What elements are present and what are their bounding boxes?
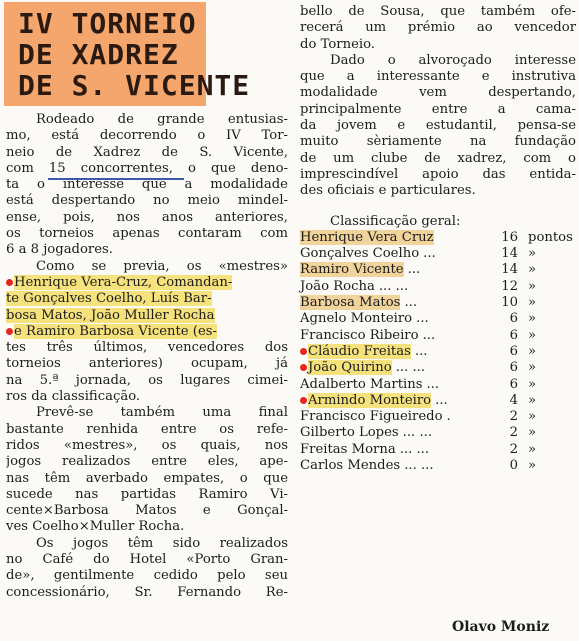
dot-leader: ... ... [402,425,433,441]
text-line: torneios anteriores) ocupam, já [6,356,288,372]
dot-leader: ... ... [399,441,430,457]
text-line-ramiro [6,324,288,340]
title-line-2: DE XADREZ [18,38,179,71]
text-line: sucede nas partidas Ramiro Vi- [6,486,288,502]
text-line: de», gentilmente cedido pelo seu [6,568,288,584]
text-line: 6 a 8 jogadores. [6,242,114,258]
player-score: 6 [509,343,518,359]
player-score: 6 [509,311,518,327]
underline-mark [48,178,184,180]
text-line: está despertando no meio mindel- [6,193,288,209]
classification-row [300,246,576,262]
text-line: cente×Barbosa Matos e Gonçal- [6,503,288,519]
player-name-text: Ramiro Vicente [300,262,404,278]
marker-dot-icon [300,397,307,404]
text-line: concessionário, Sr. Fernando Re- [6,584,288,600]
text-line: nas têm averbado empates, o que [6,470,288,486]
highlighted-text: te Gonçalves Coelho, Luís Bar- [6,291,212,307]
classification-row [300,442,576,458]
dot-leader: ... [414,343,428,359]
article-title [4,2,251,106]
score-unit: » [528,409,537,425]
text-line: jogos realizados entre eles, ape- [6,454,288,470]
player-name-text: Gilberto Lopes [300,425,399,441]
player-score: 6 [509,376,518,392]
text-line: Os jogos têm sido realizados [36,535,288,551]
player-name-text: João Quirino [308,360,392,376]
dot-leader: . [446,409,451,425]
text-line-15-concorrentes: com 15 concorrentes, o que deno- [6,160,288,176]
player-name [300,279,408,295]
text-line: Rodeado de grande entusias- [36,112,288,127]
score-unit: » [528,392,537,408]
text-line: neio de Xadrez de S. Vicente, [6,144,288,160]
score-unit: » [528,295,537,311]
player-score: 12 [501,278,518,294]
player-score: 0 [509,458,518,474]
text-line: na 5.ª jornada, os lugares cimei- [6,372,288,388]
player-score: 6 [509,360,518,376]
text-line: Dado o alvoroçado interesse [330,52,576,68]
dot-leader: ... [435,392,448,408]
player-score: 4 [509,392,518,408]
player-score: 2 [509,441,518,457]
classification-row [300,311,576,327]
text-line-henrique [6,275,288,291]
highlighted-text: e Ramiro Barbosa Vicente (es- [14,323,217,339]
text-line: da jovem e estudantil, pensa-se [300,118,576,134]
dot-leader: ... [416,311,429,327]
dot-leader: ... ... [395,360,426,376]
text-line: des oficiais e particulares. [300,183,476,199]
player-name-text: Freitas Morna [300,441,396,457]
classification-row [300,409,576,425]
score-unit: » [528,311,537,327]
player-name [300,458,434,474]
text-line: que a interessante e instrutiva [300,69,576,85]
dot-leader: ... [404,295,418,311]
player-name [300,230,438,246]
player-name-text: Francisco Ribeiro [300,327,419,343]
score-unit: pontos [528,229,573,245]
text-line-luis [6,291,288,307]
classification-heading: Classificação geral: [330,213,461,229]
text-line: bastante renhida entre os refe- [6,421,288,437]
classification-table [300,230,576,474]
text-line: ridos «mestres», os quais, nos [6,437,288,453]
score-unit: » [528,278,537,294]
marker-dot-icon [300,348,307,355]
player-name-text: Barbosa Matos [300,295,401,311]
player-score: 2 [509,425,518,441]
player-score: 14 [501,246,518,262]
title-line-1: IV TORNEIO [18,7,197,40]
player-name [300,262,420,278]
title-line-3: DE S. VICENTE [18,69,251,102]
text-line: imprescindível apoio das entida- [300,166,576,182]
dot-leader: ... ... [404,458,434,474]
text-line: mo, está decorrendo o IV Tor- [6,128,288,144]
right-column [300,4,576,474]
classification-row [300,279,576,295]
player-name-text: Francisco Figueiredo [300,409,443,425]
player-name-text: Gonçalves Coelho [300,246,420,262]
marker-dot-icon [6,279,13,286]
classification-row [300,377,576,393]
player-name [300,425,432,441]
player-name [300,360,425,376]
text-line: Prevê-se também uma final [36,405,288,421]
player-name-text: Carlos Mendes [300,458,401,474]
score-unit: » [528,425,537,441]
marker-dot-icon [6,328,13,335]
text-line: ense, pois, nos anos anteriores, [6,209,288,225]
player-name-text: João Rocha [300,278,375,294]
text-line: no Café do Hotel «Porto Gran- [6,552,288,568]
text-line: ta o interesse que a modalidade [6,177,288,193]
author-signature: Olavo Moniz [452,619,550,635]
score-unit: » [528,246,537,262]
highlighted-text: Henrique Vera-Cruz, Comandan- [14,274,233,290]
player-score: 6 [509,327,518,343]
player-name [300,409,451,425]
text-line: recerá um prémio ao vencedor [300,20,576,36]
text-line: tes três últimos, vencedores dos [6,340,288,356]
dot-leader: ... [407,262,421,278]
player-name-text: Cláudio Freitas [308,343,411,359]
player-score: 10 [501,295,518,311]
text-line: de um clube de xadrez, com o [300,150,576,166]
classification-row [300,295,576,311]
left-column [6,112,288,601]
text-line: principalmente entre a cama- [300,101,576,117]
text-line: muito sèriamente na fundação [300,134,576,150]
text-line-barbosa [6,308,288,324]
player-score: 16 [501,229,518,245]
text-line: do Torneio. [300,36,376,52]
score-unit: » [528,327,537,343]
classification-row [300,425,576,441]
classification-row [300,393,576,409]
score-unit: » [528,262,537,278]
classification-row [300,328,576,344]
classification-row [300,458,576,474]
dot-leader: ... ... [378,278,409,294]
score-unit: » [528,441,537,457]
dot-leader: ... [423,246,436,262]
player-name [300,344,427,360]
player-name [300,246,436,262]
text-line: bello de Sousa, que também ofe- [300,4,576,19]
player-name-text: Adalberto Martins [300,376,423,392]
score-unit: » [528,376,537,392]
classification-row [300,230,576,246]
text-line: Como se previa, os «mestres» [36,258,288,274]
player-name-text: Armindo Monteiro [308,392,432,408]
score-unit: » [528,458,537,474]
marker-dot-icon [300,364,307,371]
spacer [300,200,576,214]
player-name [300,295,417,311]
classification-row [300,344,576,360]
text-line: ros da classificação. [6,389,141,405]
highlighted-text: bosa Matos, João Muller Rocha [6,307,215,323]
player-score: 2 [509,409,518,425]
player-name [300,311,429,327]
text-line: ves Coelho×Muller Rocha. [6,519,185,535]
dot-leader: ... [422,327,436,343]
player-name-text: Agnelo Monteiro [300,311,413,327]
player-name [300,377,439,393]
classification-row [300,262,576,278]
player-name [300,393,448,409]
player-name-text: Henrique Vera Cruz [300,229,434,245]
dot-leader: ... [426,376,440,392]
score-unit: » [528,343,537,359]
score-unit: » [528,360,537,376]
text-line: os torneios apenas contaram com [6,226,288,242]
player-name [300,328,435,344]
classification-row [300,360,576,376]
player-score: 14 [501,262,518,278]
text-line: modalidade vem despertando, [300,85,576,101]
player-name [300,442,429,458]
